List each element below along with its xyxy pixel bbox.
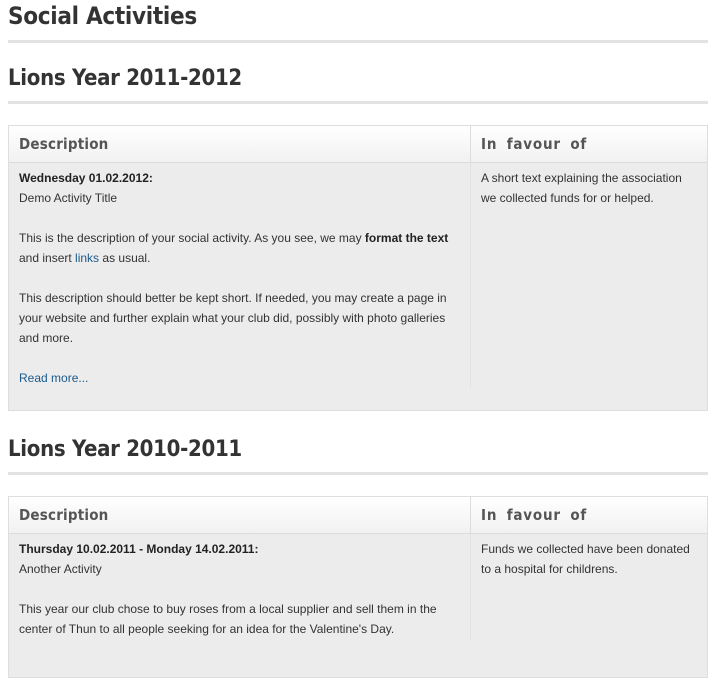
- section-heading-2011-2012: Lions Year 2011-2012: [8, 66, 242, 91]
- activity-date: Thursday 10.02.2011 - Monday 14.02.2011:: [19, 542, 259, 556]
- section-heading-2010-2011: Lions Year 2010-2011: [8, 437, 242, 462]
- read-more-link[interactable]: Read more...: [19, 371, 89, 385]
- in-favour-of-cell: A short text explaining the association we collected funds for or helped.: [481, 171, 682, 205]
- section-divider: [8, 101, 708, 104]
- page-title: Social Activities: [8, 2, 197, 30]
- description-cell: [9, 534, 471, 639]
- activities-table-2011-2012: [8, 125, 708, 411]
- section-divider: [8, 472, 708, 475]
- activities-table-2010-2011: [8, 496, 708, 678]
- column-header-description: Description: [9, 126, 471, 162]
- column-header-in-favour-of: In favour of: [481, 135, 588, 153]
- inline-link[interactable]: links: [75, 251, 100, 265]
- title-divider: [8, 40, 708, 43]
- in-favour-of-cell: Funds we collected have been donated to a hospital for childrens.: [481, 542, 690, 576]
- column-header-in-favour-of: In favour of: [481, 506, 588, 524]
- activity-title: Another Activity: [19, 562, 102, 576]
- activity-description-paragraph: This year our club chose to buy roses from a local supplier and sell them in the center of Thun to all people seeking for an idea for the Valentine's Day.: [19, 602, 437, 636]
- table-header: [9, 126, 707, 163]
- table-row: [9, 163, 707, 388]
- column-header-description: Description: [9, 497, 471, 533]
- table-row: [9, 534, 707, 639]
- activity-description-paragraph: This description should better be kept short. If needed, you may create a page in your website and further explain what your club did, possibly with photo galleries and more.: [19, 291, 447, 345]
- activity-description-paragraph: This is the description of your social activity. As you see, we may format the text and insert links as usual.: [19, 231, 449, 265]
- activity-date: Wednesday 01.02.2012:: [19, 171, 153, 185]
- description-cell: [9, 163, 471, 388]
- activity-title: Demo Activity Title: [19, 191, 118, 205]
- table-header: [9, 497, 707, 534]
